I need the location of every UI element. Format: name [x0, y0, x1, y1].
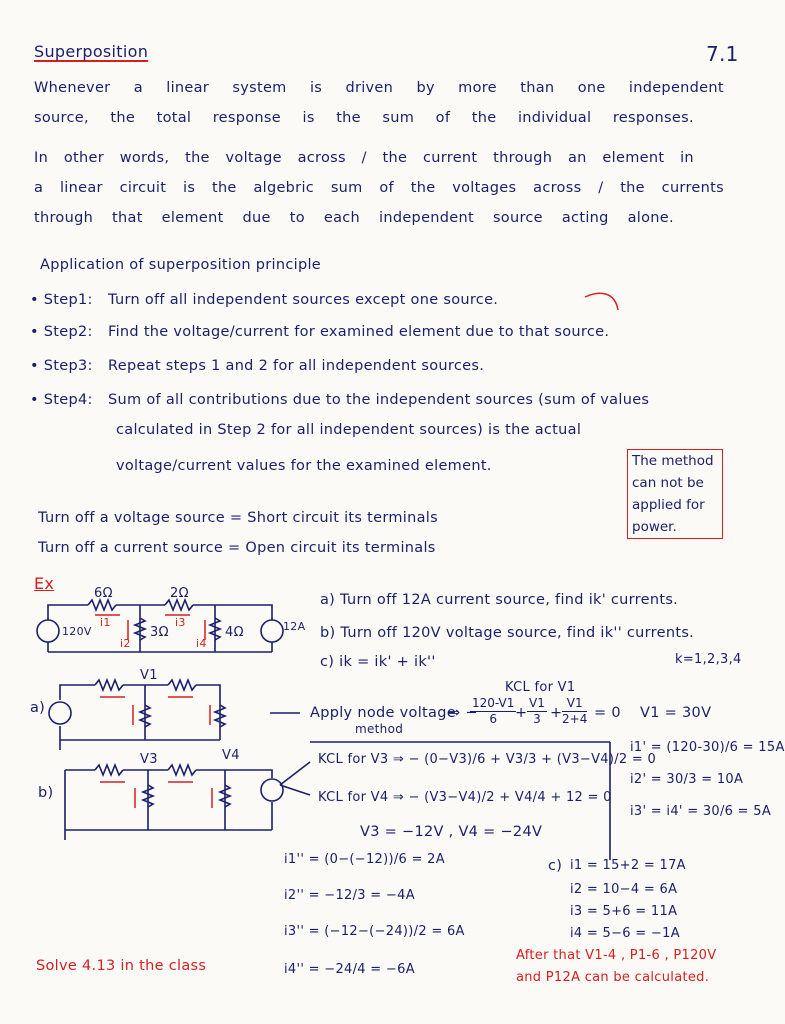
intro-word: responses. [612, 110, 694, 126]
plus-1: + [515, 705, 528, 721]
intro-word: alone. [627, 210, 674, 226]
intro-word: driven [345, 80, 394, 96]
intro-word: the [410, 180, 436, 196]
node-v4-label: V4 [222, 748, 240, 763]
intro-word: words, [119, 150, 170, 166]
frac-1 [470, 696, 516, 727]
method-note-line-3: applied for [632, 497, 705, 513]
kcl-v4-equation: KCL for V4 ⇒ − (V3−V4)/2 + V4/4 + 12 = 0 [318, 790, 612, 805]
intro-word: voltages [452, 180, 517, 196]
intro-word: sum [330, 180, 363, 196]
intro-word: Whenever [34, 80, 111, 96]
intro-word: the [620, 180, 645, 196]
intro-word: across [533, 180, 582, 196]
intro-word: that [112, 210, 143, 226]
intro-word: response [212, 110, 281, 126]
intro-word: / [598, 180, 604, 196]
question-b: b) Turn off 120V voltage source, find ik'' currents. [320, 625, 695, 641]
r1-label: 6Ω [94, 586, 113, 601]
turnoff-voltage-source: Turn off a voltage source = Short circuit its terminals [38, 510, 438, 526]
intro-word: the [185, 150, 210, 166]
i4-label: i4 [196, 637, 207, 650]
node-v3-label: V3 [140, 752, 158, 767]
intro-word: is [182, 180, 196, 196]
intro-word: more [458, 80, 497, 96]
intro-word: In [34, 150, 49, 166]
kcl-v3-equation: KCL for V3 ⇒ − (0−V3)/6 + V3/3 + (V3−V4)/2 = 0 [318, 752, 657, 767]
intro-word: sum [382, 110, 415, 126]
intro-word: total [156, 110, 192, 126]
intro-word: linear [59, 180, 103, 196]
intro-word: voltage [225, 150, 282, 166]
question-a: a) Turn off 12A current source, find ik' currents. [320, 592, 679, 608]
i2-label: i2 [120, 637, 131, 650]
intro-word: to [289, 210, 305, 226]
frac-1-num: 120-V1 [472, 696, 515, 710]
application-heading: Application of superposition principle [40, 257, 322, 273]
step4-text: Sum of all contributions due to the independent sources (sum of values [108, 392, 650, 408]
example-label: Ex [34, 574, 55, 593]
i3-double-prime: i3'' = (−12−(−24))/2 = 6A [284, 924, 465, 939]
intro-word: an [567, 150, 587, 166]
intro-word: circuit [119, 180, 167, 196]
intro-word: current [422, 150, 478, 166]
frac-2-den: 3 [533, 712, 541, 726]
step4-label: • Step4: [30, 392, 93, 408]
frac-2 [527, 696, 547, 727]
i2-prime-result: i2' = 30/3 = 10A [630, 772, 744, 787]
after-note-1: After that V1-4 , P1-6 , P120V [516, 948, 717, 963]
r2-label: 2Ω [170, 586, 189, 601]
solve-note: Solve 4.13 in the class [36, 958, 207, 974]
intro-word: source [492, 210, 543, 226]
intro-word: of [435, 110, 451, 126]
method-note-line-2: can not be [632, 475, 704, 491]
intro-word: the [336, 110, 361, 126]
intro-word: the [471, 110, 497, 126]
intro-word: by [416, 80, 435, 96]
intro-word: each [323, 210, 361, 226]
i2-double-prime: i2'' = −12/3 = −4A [284, 888, 415, 903]
intro-word: than [520, 80, 555, 96]
frac-3-den: 2+4 [562, 712, 588, 726]
part-b-label: b) [38, 785, 54, 801]
implies-arrow: ⇒ − [448, 705, 478, 721]
page-number: 7.1 [706, 42, 739, 66]
step2-label: • Step2: [30, 324, 93, 340]
frac-1-den: 6 [489, 712, 497, 726]
step1-text: Turn off all independent sources except one source. [108, 292, 499, 308]
step2-text: Find the voltage/current for examined element due to that source. [108, 324, 610, 340]
intro-word: across [297, 150, 346, 166]
method-note-line-4: power. [632, 519, 677, 535]
v1-result: V1 = 30V [640, 705, 712, 721]
intro-word: in [680, 150, 694, 166]
i3-label: i3 [175, 616, 186, 629]
intro-word: acting [561, 210, 609, 226]
step3-text: Repeat steps 1 and 2 for all independent sources. [108, 358, 485, 374]
plus-2: + [550, 705, 563, 721]
frac-2-num: V1 [529, 696, 545, 710]
current-source-label: 12A [283, 620, 306, 633]
apply-node-voltage: Apply node voltage [310, 705, 456, 721]
step3-label: • Step3: [30, 358, 93, 374]
i1-label: i1 [100, 616, 111, 629]
method-word: method [355, 722, 404, 736]
intro-word: element [602, 150, 665, 166]
intro-word: algebric [253, 180, 315, 196]
after-note-2: and P12A can be calculated. [516, 970, 710, 985]
question-c: c) ik = ik' + ik'' [320, 654, 436, 670]
intro-word: currents [661, 180, 724, 196]
intro-word: / [361, 150, 367, 166]
step4-continuation-2: voltage/current values for the examined element. [116, 458, 492, 474]
intro-word: source, [34, 110, 89, 126]
intro-word: individual [517, 110, 592, 126]
intro-word: is [302, 110, 315, 126]
intro-word: element [161, 210, 224, 226]
k-range: k=1,2,3,4 [675, 652, 742, 667]
intro-word: the [211, 180, 237, 196]
intro-word: is [309, 80, 323, 96]
intro-word: independent [628, 80, 724, 96]
intro-word: system [232, 80, 287, 96]
i4-double-prime: i4'' = −24/4 = −6A [284, 962, 415, 977]
frac-3-num: V1 [562, 696, 587, 712]
r3-label: 3Ω [150, 625, 169, 640]
intro-word: independent [379, 210, 474, 226]
r4-label: 4Ω [225, 625, 244, 640]
intro-word: through [493, 150, 553, 166]
eq-rhs: = 0 [594, 705, 621, 721]
intro-word: one [577, 80, 606, 96]
intro-word: the [382, 150, 408, 166]
i1-total: i1 = 15+2 = 17A [570, 858, 686, 873]
intro-word: of [379, 180, 394, 196]
i1-prime-result: i1' = (120-30)/6 = 15A [630, 740, 785, 755]
intro-word: due [242, 210, 271, 226]
step4-continuation-1: calculated in Step 2 for all independent sources) is the actual [116, 422, 582, 438]
page-title: Superposition [34, 42, 149, 61]
i3-total: i3 = 5+6 = 11A [570, 904, 678, 919]
turnoff-current-source: Turn off a current source = Open circuit its terminals [38, 540, 436, 556]
part-c-label: c) [548, 858, 563, 874]
i4-total: i4 = 5−6 = −1A [570, 926, 680, 941]
part-a-label: a) [30, 700, 46, 716]
intro-word: through [34, 210, 94, 226]
voltage-source-label: 120V [62, 625, 92, 638]
intro-word: a [133, 80, 143, 96]
v3-v4-result: V3 = −12V , V4 = −24V [360, 824, 543, 840]
intro-word: linear [166, 80, 210, 96]
i2-total: i2 = 10−4 = 6A [570, 882, 678, 897]
method-note-line-1: The method [632, 453, 714, 469]
i1-double-prime: i1'' = (0−(−12))/6 = 2A [284, 852, 445, 867]
intro-word: the [110, 110, 136, 126]
node-v1-label: V1 [140, 668, 158, 683]
intro-word: other [63, 150, 104, 166]
frac-3 [562, 696, 587, 727]
step1-label: • Step1: [30, 292, 93, 308]
i34-prime-result: i3' = i4' = 30/6 = 5A [630, 804, 772, 819]
intro-word: a [34, 180, 44, 196]
kcl-v1-title: KCL for V1 [505, 680, 576, 695]
